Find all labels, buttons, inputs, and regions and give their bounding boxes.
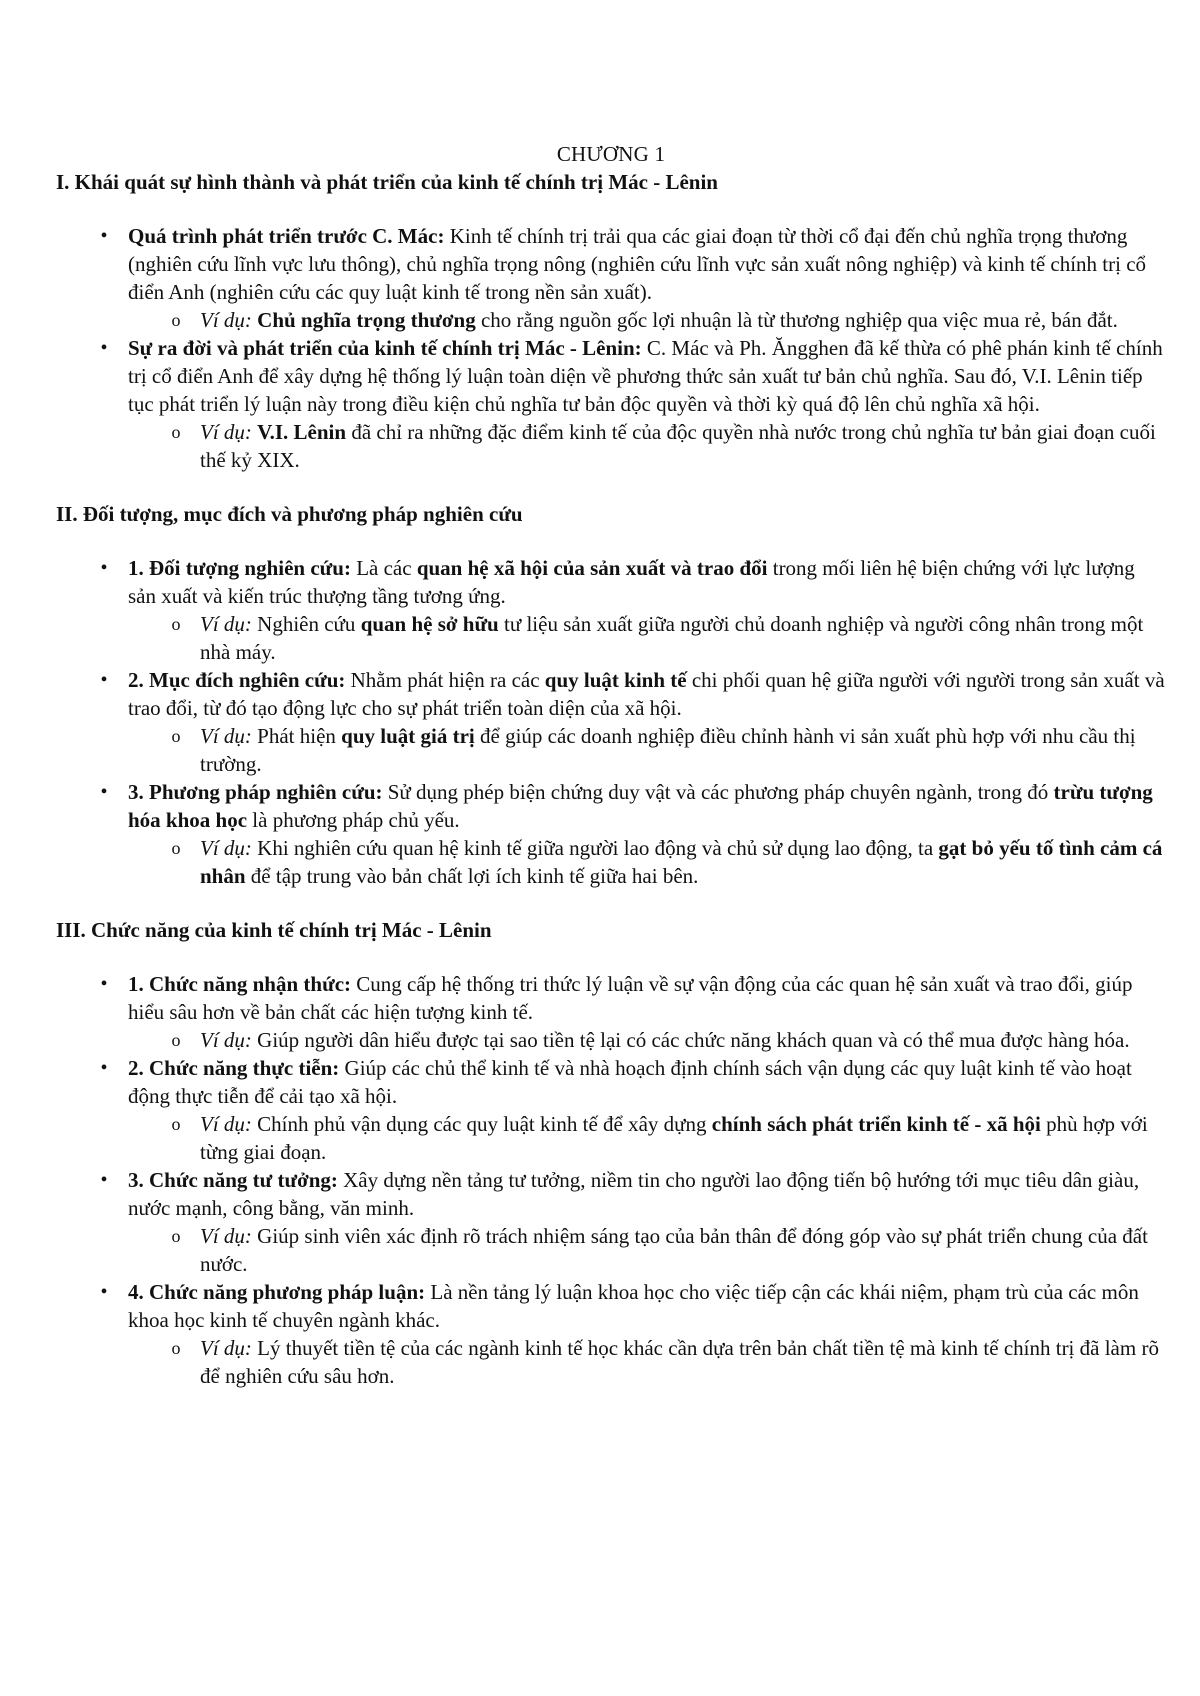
item-text-a: Nhằm phát hiện ra các — [345, 668, 545, 692]
sub-bullet-icon: o — [171, 1226, 181, 1246]
item-key-phrase: trừu tượng hóa khoa học — [128, 780, 1153, 832]
example-list — [128, 1110, 1166, 1166]
item-term: 1. Chức năng nhận thức: — [128, 972, 352, 996]
item-term: 3. Phương pháp nghiên cứu: — [128, 780, 383, 804]
example-item — [128, 1026, 1166, 1054]
example-list — [128, 306, 1166, 334]
example-label: Ví dụ: — [200, 420, 252, 444]
list-item — [56, 666, 1166, 778]
example-pre: Lý thuyết tiền tệ của các ngành kinh tế học khác cần dựa trên bản chất tiền tệ mà kinh tế chính trị đã làm rõ để nghiên cứu sâu hơn. — [200, 1336, 1159, 1388]
item-term: Sự ra đời và phát triển của kinh tế chính trị Mác - Lênin: — [128, 336, 642, 360]
item-term: 1. Đối tượng nghiên cứu: — [128, 556, 351, 580]
sub-bullet-icon: o — [171, 838, 181, 858]
section-3-list — [56, 970, 1166, 1390]
example-term: Chủ nghĩa trọng thương — [257, 308, 476, 332]
item-term: 2. Chức năng thực tiễn: — [128, 1056, 340, 1080]
list-item — [56, 554, 1166, 666]
item-term: 2. Mục đích nghiên cứu: — [128, 668, 346, 692]
item-text: Xây dựng nền tảng tư tưởng, niềm tin cho người lao động tiến bộ hướng tới mục tiêu dân giàu, nước mạnh, công bằng, văn minh. — [128, 1168, 1140, 1220]
example-list — [128, 1334, 1166, 1390]
example-list — [128, 1026, 1166, 1054]
example-label: Ví dụ: — [200, 308, 252, 332]
example-list — [128, 834, 1166, 890]
example-label: Ví dụ: — [200, 724, 252, 748]
list-item — [56, 1054, 1166, 1166]
example-pre: Nghiên cứu — [251, 612, 361, 636]
example-post: cho rằng nguồn gốc lợi nhuận là từ thương nghiệp qua việc mua rẻ, bán đắt. — [475, 308, 1118, 332]
item-text: Giúp các chủ thể kinh tế và nhà hoạch định chính sách vận dụng các quy luật kinh tế vào hoạt động thực tiễn để cải tạo xã hội. — [128, 1056, 1132, 1108]
sub-bullet-icon: o — [171, 614, 181, 634]
item-term: 4. Chức năng phương pháp luận: — [128, 1280, 426, 1304]
bullet-icon: • — [100, 669, 108, 691]
bullet-icon: • — [100, 781, 108, 803]
example-pre: Chính phủ vận dụng các quy luật kinh tế để xây dựng — [251, 1112, 712, 1136]
bullet-icon: • — [100, 557, 108, 579]
example-item — [128, 1110, 1166, 1166]
example-pre: Giúp người dân hiểu được tại sao tiền tệ lại có các chức năng khách quan và có thể mua được hàng hóa. — [251, 1028, 1130, 1052]
sub-bullet-icon: o — [171, 310, 181, 330]
item-text: Là nền tảng lý luận khoa học cho việc tiếp cận các khái niệm, phạm trù của các môn khoa học kinh tế chuyên ngành khác. — [128, 1280, 1139, 1332]
example-pre: Khi nghiên cứu quan hệ kinh tế giữa người lao động và chủ sử dụng lao động, ta — [251, 836, 939, 860]
example-item — [128, 306, 1166, 334]
bullet-icon: • — [100, 1281, 108, 1303]
item-term: Quá trình phát triển trước C. Mác: — [128, 224, 445, 248]
list-item — [56, 778, 1166, 890]
bullet-icon: • — [100, 1057, 108, 1079]
list-item — [56, 222, 1166, 334]
example-item — [128, 418, 1166, 474]
example-term: quy luật giá trị — [341, 724, 475, 748]
item-text: Kinh tế chính trị trải qua các giai đoạn từ thời cổ đại đến chủ nghĩa trọng thương (nghiên cứu lĩnh vực lưu thông), chủ nghĩa trọng nông (nghiên cứu lĩnh vực sản xuất nông nghiệp) và kinh tế chính trị cổ điển Anh (nghiên cứu các quy luật kinh tế trong nền sản xuất). — [128, 224, 1147, 304]
example-term: V.I. Lênin — [257, 420, 347, 444]
bullet-icon: • — [100, 1169, 108, 1191]
bullet-icon: • — [100, 225, 108, 247]
example-term: gạt bỏ yếu tố tình cảm cá nhân — [200, 836, 1163, 888]
section-heading-1: I. Khái quát sự hình thành và phát triển của kinh tế chính trị Mác - Lênin — [56, 170, 718, 194]
example-post: đã chỉ ra những đặc điểm kinh tế của độc quyền nhà nước trong chủ nghĩa tư bản giai đoạn cuối thế kỷ XIX. — [200, 420, 1156, 472]
sub-bullet-icon: o — [171, 1114, 181, 1134]
example-label: Ví dụ: — [200, 1224, 252, 1248]
example-post: tư liệu sản xuất giữa người chủ doanh nghiệp và người công nhân trong một nhà máy. — [200, 612, 1144, 664]
sub-bullet-icon: o — [171, 1338, 181, 1358]
bullet-icon: • — [100, 973, 108, 995]
list-item — [56, 1278, 1166, 1390]
example-label: Ví dụ: — [200, 836, 252, 860]
item-text: C. Mác và Ph. Ăngghen đã kế thừa có phê phán kinh tế chính trị cổ điển Anh để xây dựng hệ thống lý luận toàn diện về phương thức sản xuất tư bản chủ nghĩa. Sau đó, V.I. Lênin tiếp tục phát triển lý luận này trong điều kiện chủ nghĩa tư bản độc quyền và thời kỳ quá độ lên chủ nghĩa xã hội. — [128, 336, 1163, 416]
example-label: Ví dụ: — [200, 1336, 252, 1360]
example-term: chính sách phát triển kinh tế - xã hội — [711, 1112, 1041, 1136]
example-term: quan hệ sở hữu — [360, 612, 499, 636]
section-2-list — [56, 554, 1166, 890]
item-text: Cung cấp hệ thống tri thức lý luận về sự vận động của các quan hệ sản xuất và trao đổi, giúp hiểu sâu hơn về bản chất các hiện tượng kinh tế. — [128, 972, 1133, 1024]
example-item — [128, 1334, 1166, 1390]
sub-bullet-icon: o — [171, 422, 181, 442]
item-term: 3. Chức năng tư tưởng: — [128, 1168, 338, 1192]
document-page — [56, 140, 1166, 1390]
item-text-a: Sử dụng phép biện chứng duy vật và các phương pháp chuyên ngành, trong đó — [382, 780, 1054, 804]
sub-bullet-icon: o — [171, 726, 181, 746]
item-key-phrase: quan hệ xã hội của sản xuất và trao đổi — [416, 556, 768, 580]
list-item — [56, 970, 1166, 1054]
bullet-icon: • — [100, 337, 108, 359]
item-text-a: Là các — [350, 556, 417, 580]
section-heading-2: II. Đối tượng, mục đích và phương pháp nghiên cứu — [56, 502, 523, 526]
example-post: để tập trung vào bản chất lợi ích kinh tế giữa hai bên. — [245, 864, 699, 888]
example-pre: Phát hiện — [251, 724, 342, 748]
list-item — [56, 1166, 1166, 1278]
sub-bullet-icon: o — [171, 1030, 181, 1050]
example-label: Ví dụ: — [200, 612, 252, 636]
example-post: phù hợp với từng giai đoạn. — [200, 1112, 1148, 1164]
example-label: Ví dụ: — [200, 1028, 252, 1052]
example-list — [128, 722, 1166, 778]
example-list — [128, 1222, 1166, 1278]
example-item — [128, 610, 1166, 666]
example-list — [128, 418, 1166, 474]
example-item — [128, 722, 1166, 778]
section-1-list — [56, 222, 1166, 474]
chapter-title: CHƯƠNG 1 — [556, 142, 666, 166]
item-key-phrase: quy luật kinh tế — [544, 668, 687, 692]
list-item — [56, 334, 1166, 474]
example-label: Ví dụ: — [200, 1112, 252, 1136]
item-text-b: là phương pháp chủ yếu. — [247, 808, 460, 832]
item-text-b: chi phối quan hệ giữa người với người trong sản xuất và trao đổi, từ đó tạo động lực cho sự phát triển toàn diện của xã hội. — [128, 668, 1165, 720]
example-item — [128, 1222, 1166, 1278]
example-list — [128, 610, 1166, 666]
item-text-b: trong mối liên hệ biện chứng với lực lượng sản xuất và kiến trúc thượng tầng tương ứng. — [128, 556, 1135, 608]
example-pre: Giúp sinh viên xác định rõ trách nhiệm sáng tạo của bản thân để đóng góp vào sự phát triển chung của đất nước. — [200, 1224, 1148, 1276]
example-item — [128, 834, 1166, 890]
section-heading-3: III. Chức năng của kinh tế chính trị Mác - Lênin — [56, 918, 492, 942]
example-post: để giúp các doanh nghiệp điều chỉnh hành vi sản xuất phù hợp với nhu cầu thị trường. — [200, 724, 1136, 776]
